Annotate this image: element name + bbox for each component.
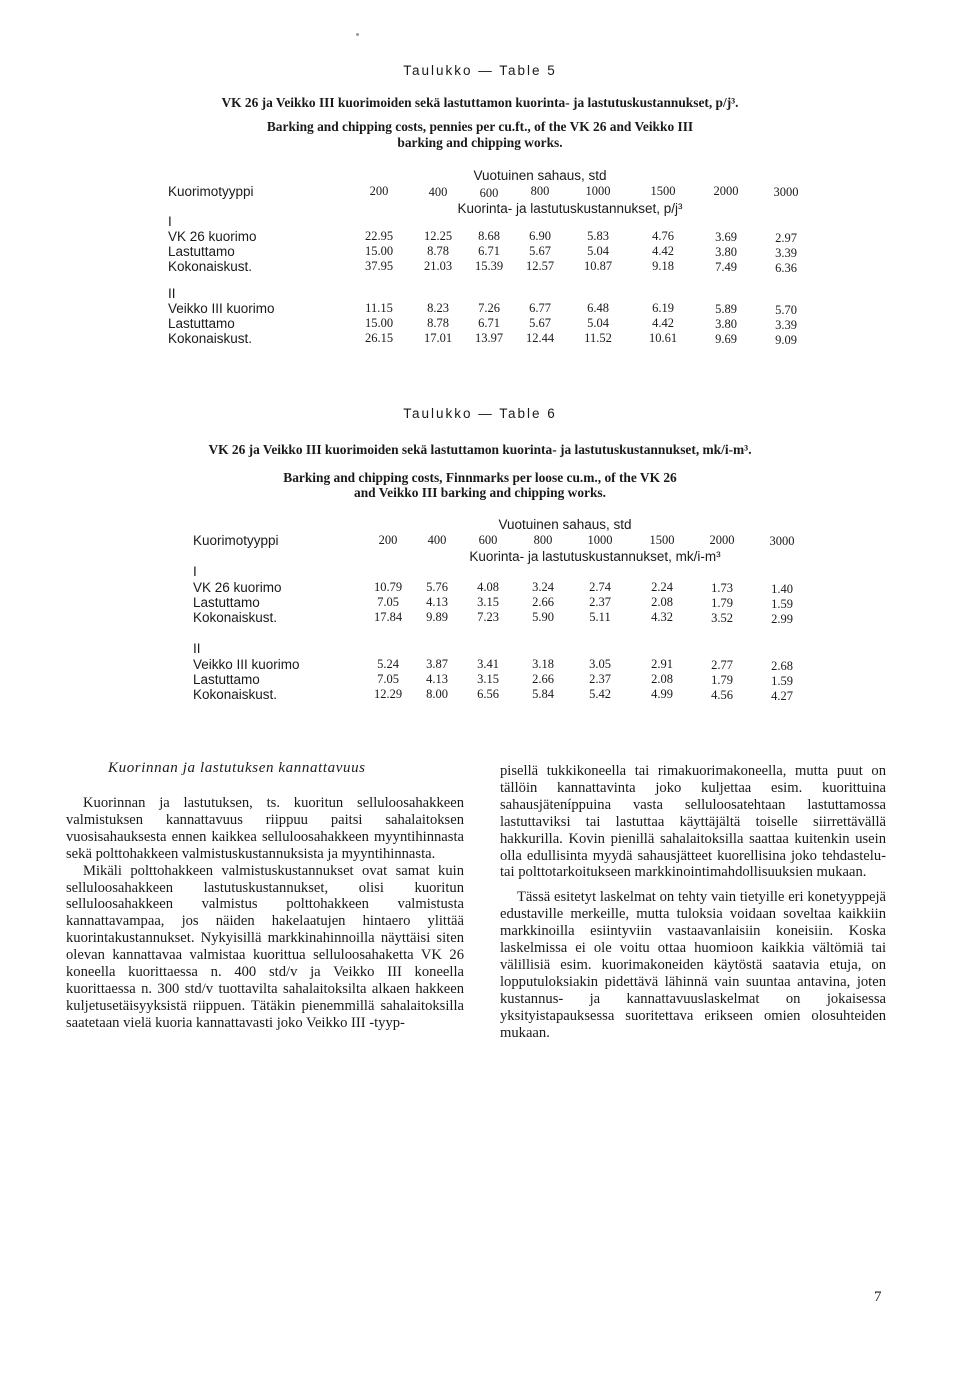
column-header: 3000 bbox=[769, 534, 795, 548]
column-header: 600 bbox=[478, 533, 498, 547]
table-cell: 21.03 bbox=[423, 259, 453, 273]
table-cell: 2.66 bbox=[532, 595, 554, 609]
table-cell: 3.41 bbox=[477, 657, 499, 671]
column-header: 3000 bbox=[773, 185, 799, 199]
column-header: 2000 bbox=[709, 533, 735, 547]
table-cell: 3.80 bbox=[715, 317, 737, 331]
row-label: Lastuttamo bbox=[193, 595, 260, 610]
row-label: Lastuttamo bbox=[168, 316, 235, 331]
table-cell: 4.56 bbox=[711, 688, 733, 702]
table-cell: 2.08 bbox=[651, 672, 673, 686]
table-6-label: Taulukko — Table 6 bbox=[403, 406, 557, 421]
table-cell: 4.42 bbox=[652, 244, 674, 258]
table-cell: 17.01 bbox=[423, 331, 453, 345]
table-cell: 4.08 bbox=[477, 580, 499, 594]
table-cell: 5.04 bbox=[587, 244, 609, 258]
table-cell: 2.97 bbox=[775, 231, 797, 245]
right-paragraph-1: pisellä tukkikoneella tai rimakuorimakoneella, mutta puut on tällöin kannattavinta joko kuljettaa esim. kuorittuina sahausjäteníppuina vasta selluloosatehtaan lastuttamossa lastuttaviksi tai lastuttaa käyttäjältä toiselle siirrettävällä hakkurilla. Kovin pienillä sahalaitoksilla saattaa kuitenkin usein olla edullisinta myydä sahausjätteet kuorellisina joko tehdastelu- tai polttotarkoitukseen markkinointimahdollisuuksien mukaan. bbox=[500, 763, 886, 881]
column-header: 800 bbox=[530, 184, 550, 198]
column-header: 1000 bbox=[585, 184, 611, 198]
table-cell: 2.99 bbox=[771, 612, 793, 626]
table-cell: 2.37 bbox=[589, 672, 611, 686]
table-cell: 9.69 bbox=[715, 332, 737, 346]
table-5-header-sub: Kuorinta- ja lastutuskustannukset, p/j³ bbox=[457, 201, 683, 216]
table-cell: 6.36 bbox=[775, 261, 797, 275]
row-label: Kokonaiskust. bbox=[168, 331, 253, 346]
table-6-header-sub: Kuorinta- ja lastutuskustannukset, mk/i-m³ bbox=[469, 549, 721, 564]
page-number: 7 bbox=[874, 1289, 882, 1305]
table-cell: 3.39 bbox=[775, 246, 797, 260]
table-cell: 2.74 bbox=[589, 580, 611, 594]
column-header: 400 bbox=[427, 533, 447, 547]
table-5-title-en-line2: barking and chipping works. bbox=[397, 135, 563, 150]
table-cell: 5.89 bbox=[715, 302, 737, 316]
table-cell: 12.57 bbox=[525, 259, 555, 273]
table-cell: 5.84 bbox=[532, 687, 554, 701]
table-cell: 2.08 bbox=[651, 595, 673, 609]
table-cell: 12.29 bbox=[373, 687, 403, 701]
table-cell: 5.76 bbox=[426, 580, 448, 594]
table-6-title-en-line2: and Veikko III barking and chipping works. bbox=[354, 485, 606, 500]
table-cell: 15.39 bbox=[474, 259, 504, 273]
table-cell: 7.26 bbox=[478, 301, 500, 315]
group-roman-numeral: I bbox=[193, 564, 197, 579]
table-5-header-type: Kuorimotyyppi bbox=[168, 184, 254, 199]
table-cell: 4.13 bbox=[426, 595, 448, 609]
table-cell: 7.23 bbox=[477, 610, 499, 624]
table-cell: 2.91 bbox=[651, 657, 673, 671]
left-paragraph-1: Kuorinnan ja lastutuksen, ts. kuoritun selluloosahakkeen valmistuksen kannattavuus riippuu paitsi sahalaitoksen vuosisahauksesta ennen kaikkea selluloosahakkeen myyntihinnasta sekä polttohakkeen valmistuskustannuksista ja myyntihinnasta. bbox=[66, 795, 464, 862]
row-label: Kokonaiskust. bbox=[168, 259, 253, 274]
right-column bbox=[500, 763, 886, 1042]
row-label: Lastuttamo bbox=[193, 672, 260, 687]
row-label: Veikko III kuorimo bbox=[168, 301, 275, 316]
table-cell: 5.70 bbox=[775, 303, 797, 317]
group-roman-numeral: II bbox=[193, 641, 201, 656]
table-cell: 5.11 bbox=[589, 610, 611, 624]
table-cell: 11.52 bbox=[584, 331, 612, 345]
table-5-label: Taulukko — Table 5 bbox=[403, 63, 557, 78]
table-cell: 3.24 bbox=[532, 580, 554, 594]
table-cell: 4.76 bbox=[652, 229, 674, 243]
table-cell: 13.97 bbox=[474, 331, 504, 345]
group-roman-numeral: I bbox=[168, 214, 172, 229]
group-roman-numeral: II bbox=[168, 286, 176, 301]
right-paragraph-2: Tässä esitetyt laskelmat on tehty vain tietyille eri konetyyppejä edustaville merkeille, mutta tuloksia voidaan soveltaa kaikkiin markkinoilla esiintyviin vastaavanlaisiin koneisiin. Koska laskelmissa ei ole voitu ottaa huomioon kaikkia vältömiä tai välillisiä esim. kuorimakoneiden käytöstä saatavia etuja, on lopputuloksiakin pidettävä lähinnä vain suuntaa antavina, joten kustannus- ja kannattavuuslaskelmat on jokaisessa yksityistapauksessa suoritettava erikseen omien olosuhteiden mukaan. bbox=[500, 889, 886, 1041]
column-header: 800 bbox=[533, 533, 553, 547]
table-cell: 5.67 bbox=[529, 316, 551, 330]
table-cell: 37.95 bbox=[364, 259, 394, 273]
table-cell: 26.15 bbox=[364, 331, 394, 345]
table-cell: 4.42 bbox=[652, 316, 674, 330]
table-cell: 10.79 bbox=[373, 580, 403, 594]
column-header: 400 bbox=[428, 185, 448, 199]
printing-speck bbox=[356, 33, 359, 36]
table-cell: 5.90 bbox=[532, 610, 554, 624]
table-cell: 9.18 bbox=[652, 259, 674, 273]
table-cell: 1.40 bbox=[771, 582, 793, 596]
row-label: Lastuttamo bbox=[168, 244, 235, 259]
table-cell: 2.24 bbox=[651, 580, 673, 594]
table-cell: 3.15 bbox=[477, 595, 499, 609]
table-cell: 6.71 bbox=[478, 316, 500, 330]
table-cell: 1.79 bbox=[711, 596, 733, 610]
table-cell: 4.99 bbox=[651, 687, 673, 701]
table-cell: 17.84 bbox=[373, 610, 403, 624]
column-header: 2000 bbox=[713, 184, 739, 198]
table-cell: 6.56 bbox=[477, 687, 499, 701]
column-header: 1500 bbox=[650, 184, 676, 198]
table-cell: 7.49 bbox=[715, 260, 737, 274]
table-cell: 12.25 bbox=[423, 229, 453, 243]
table-cell: 7.05 bbox=[377, 595, 399, 609]
table-cell: 10.87 bbox=[583, 259, 613, 273]
column-header: 1000 bbox=[587, 533, 613, 547]
table-cell: 9.09 bbox=[775, 333, 797, 347]
table-cell: 4.27 bbox=[771, 689, 793, 703]
table-cell: 3.15 bbox=[477, 672, 499, 686]
table-cell: 7.05 bbox=[377, 672, 399, 686]
table-6-header-type: Kuorimotyyppi bbox=[193, 533, 279, 548]
table-6-title-fi: VK 26 ja Veikko III kuorimoiden sekä lastuttamon kuorinta- ja lastutuskustannukset, mk/i-m³. bbox=[208, 442, 752, 457]
table-6-title-en-line1: Barking and chipping costs, Finnmarks per loose cu.m., of the VK 26 bbox=[283, 470, 677, 485]
row-label: VK 26 kuorimo bbox=[193, 580, 282, 595]
row-label: VK 26 kuorimo bbox=[168, 229, 257, 244]
table-cell: 8.00 bbox=[426, 687, 448, 701]
table-cell: 5.83 bbox=[587, 229, 609, 243]
table-cell: 9.89 bbox=[426, 610, 448, 624]
column-header: 600 bbox=[479, 186, 499, 200]
row-label: Veikko III kuorimo bbox=[193, 657, 300, 672]
table-cell: 3.18 bbox=[532, 657, 554, 671]
table-cell: 6.77 bbox=[529, 301, 551, 315]
table-5-title-fi: VK 26 ja Veikko III kuorimoiden sekä lastuttamon kuorinta- ja lastutuskustannukset, p/j³. bbox=[221, 95, 739, 110]
section-heading: Kuorinnan ja lastutuksen kannattavuus bbox=[108, 760, 366, 776]
table-cell: 6.90 bbox=[529, 229, 551, 243]
table-cell: 10.61 bbox=[648, 331, 678, 345]
table-cell: 4.13 bbox=[426, 672, 448, 686]
table-cell: 4.32 bbox=[651, 610, 673, 624]
column-header: 1500 bbox=[649, 533, 675, 547]
table-cell: 3.05 bbox=[589, 657, 611, 671]
table-cell: 8.78 bbox=[427, 244, 449, 258]
table-6-header-top: Vuotuinen sahaus, std bbox=[498, 517, 632, 532]
table-cell: 6.19 bbox=[652, 301, 674, 315]
table-cell: 1.59 bbox=[771, 674, 793, 688]
table-cell: 8.23 bbox=[427, 301, 449, 315]
table-cell: 11.15 bbox=[365, 301, 393, 315]
table-5-title-en-line1: Barking and chipping costs, pennies per cu.ft., of the VK 26 and Veikko III bbox=[266, 119, 694, 134]
column-header: 200 bbox=[378, 533, 398, 547]
table-cell: 5.67 bbox=[529, 244, 551, 258]
table-cell: 5.42 bbox=[589, 687, 611, 701]
table-cell: 2.66 bbox=[532, 672, 554, 686]
table-cell: 6.71 bbox=[478, 244, 500, 258]
table-cell: 1.79 bbox=[711, 673, 733, 687]
table-cell: 3.52 bbox=[711, 611, 733, 625]
table-cell: 1.73 bbox=[711, 581, 733, 595]
table-cell: 5.04 bbox=[587, 316, 609, 330]
table-cell: 1.59 bbox=[771, 597, 793, 611]
table-cell: 5.24 bbox=[377, 657, 399, 671]
table-cell: 3.69 bbox=[715, 230, 737, 244]
table-cell: 2.37 bbox=[589, 595, 611, 609]
table-cell: 3.87 bbox=[426, 657, 448, 671]
table-cell: 2.77 bbox=[711, 658, 733, 672]
table-cell: 15.00 bbox=[364, 244, 394, 258]
left-column bbox=[66, 795, 464, 1032]
table-cell: 8.68 bbox=[478, 229, 500, 243]
row-label: Kokonaiskust. bbox=[193, 610, 278, 625]
table-cell: 22.95 bbox=[364, 229, 394, 243]
table-cell: 3.39 bbox=[775, 318, 797, 332]
left-paragraph-2: Mikäli polttohakkeen valmistuskustannukset ovat samat kuin selluloosahakkeen lastutuskustannukset, olisi kuoritun selluloosahakkeen valmistus polttohakkeen valmistusta kannattavampaa, jos näiden hakelaatujen hintaero ylittää kuorintakustannukset. Nykyisillä markkinahinnoilla näyttäisi siten olevan kannattavaa valmistaa kuorittua selluloosahaketta VK 26 koneella kuorittaessa n. 400 std/v ja Veikko III koneella kuorittaessa n. 300 std/v tuottavilta sahalaitoksilta alkaen hakkeen kuljetusetäisyyksistä riippuen. Tätäkin pienemmillä sahalaitoksilla saatetaan vielä kuoria kannattavasti joko Veikko III -tyyp- bbox=[66, 862, 464, 1031]
table-cell: 3.80 bbox=[715, 245, 737, 259]
column-header: 200 bbox=[369, 184, 389, 198]
table-cell: 15.00 bbox=[364, 316, 394, 330]
table-cell: 8.78 bbox=[427, 316, 449, 330]
table-cell: 2.68 bbox=[771, 659, 793, 673]
table-cell: 6.48 bbox=[587, 301, 609, 315]
table-cell: 12.44 bbox=[525, 331, 555, 345]
row-label: Kokonaiskust. bbox=[193, 687, 278, 702]
table-5-header-top: Vuotuinen sahaus, std bbox=[473, 168, 607, 183]
